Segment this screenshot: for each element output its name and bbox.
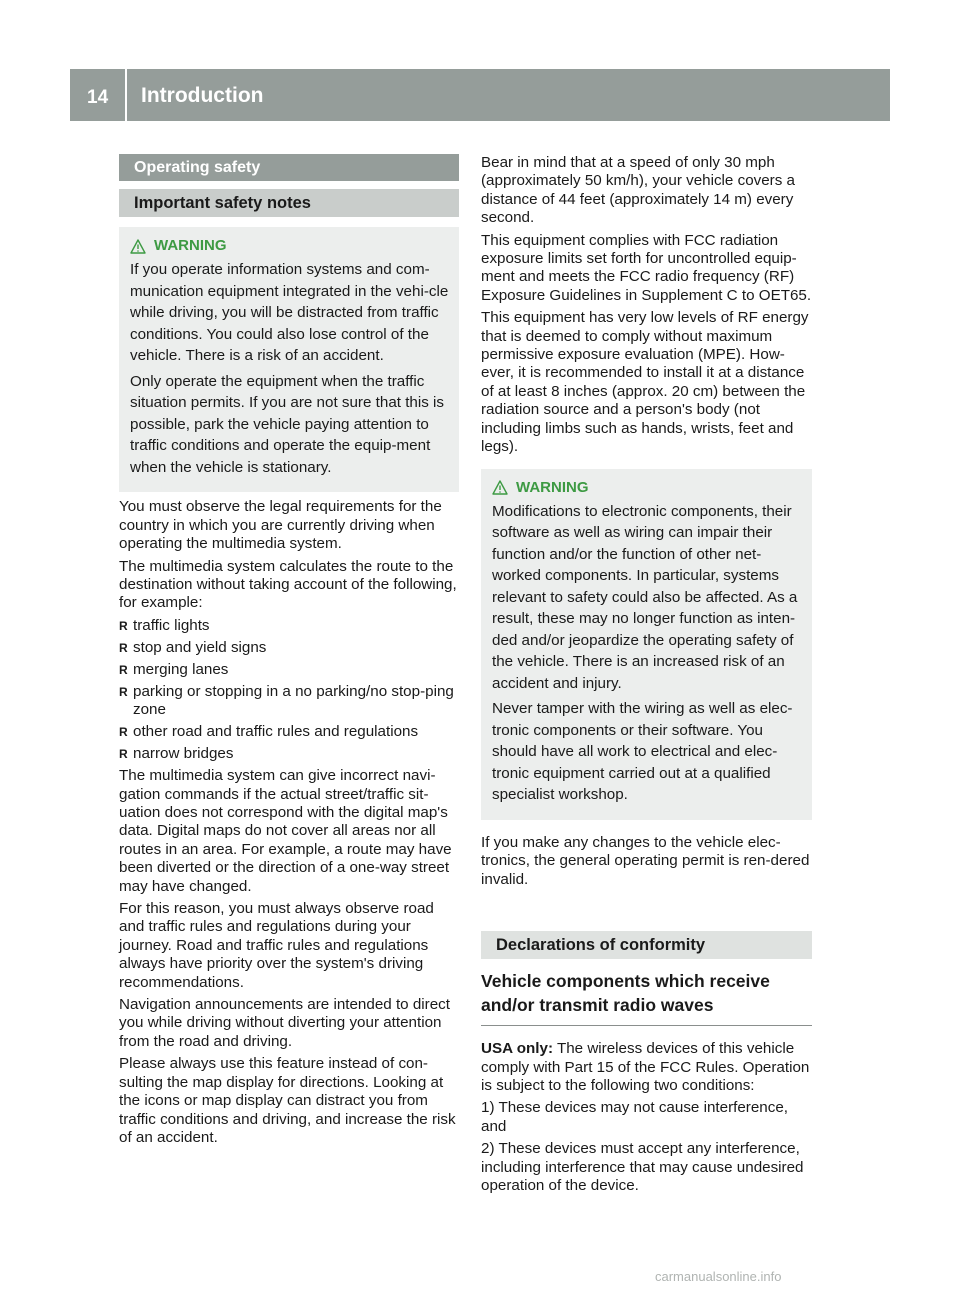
paragraph-usa (481, 1040, 812, 1095)
warning-triangle-icon (130, 239, 146, 254)
bullet-list (119, 617, 459, 763)
warning-text: Only operate the equipment when the traffic situation permits. If you are not sure that this is possible, park the vehicle paying attention to traffic conditions and operate the equip-ment when the vehicle is stationary. (130, 372, 445, 476)
bullet-glyph: R (119, 724, 128, 739)
warning-text: Modifications to electronic components, their software as well as wiring can impair their function and/or the function of other net-worked components. In particular, systems relevant to safety could also be affected. As a result, these may no longer function as inten-ded and/or jeopardize the operating safety of the vehicle. There is an increased risk of an accident and injury. (492, 502, 798, 692)
paragraph: The multimedia system can give incorrect navi-gation commands if the actual street/traffic sit-uation does not correspond with the digital map's data. Digital maps do not cover all areas nor all routes in an area. For example, a route may have been diverted or the direction of a one-way street may have changed. (119, 767, 452, 895)
warning-triangle-icon (492, 480, 508, 495)
page-number: 14 (87, 87, 109, 108)
section-heading-conformity: Declarations of conformity (481, 931, 812, 959)
paragraph: For this reason, you must always observe road and traffic rules and regulations during your journey. Road and traffic rules and regulations always have priority over the system's driving recommendations. (119, 900, 434, 991)
list-item: R merging lanes (119, 660, 229, 678)
list-item: R narrow bridges (119, 744, 234, 762)
bullet-glyph: R (119, 746, 128, 761)
heading-radio-components: Vehicle components which receive and/or transmit radio waves (481, 969, 812, 1026)
bullet-glyph: R (119, 640, 128, 655)
warning-label: WARNING (154, 237, 227, 254)
paragraph: This equipment has very low levels of RF energy that is deemed to comply without maximum permissive exposure evaluation (MPE). How-ever, it is recommended to install it at a distance of at least 8 inches (approx. 20 cm) between the radiation source and a person's body (not including limbs such as hands, wrists, feet and legs). (481, 309, 809, 456)
warning-label: WARNING (516, 478, 589, 496)
section-heading-operating-safety: Operating safety (119, 154, 459, 181)
paragraph: Navigation announcements are intended to direct you while driving without diverting your attention from the road and driving. (119, 996, 450, 1050)
warning-text: Never tamper with the wiring as well as elec-tronic components or their software. You should have all work to electrical and elec-tronic equipment carried out at a qualified specialist workshop. (492, 700, 793, 804)
right-column (481, 154, 812, 1199)
list-item: R traffic lights (119, 616, 210, 634)
paragraph: Please always use this feature instead of con-sulting the map display for directions. Looking at the icons or map display can distract you from traffic conditions and driving, and increase the risk of an accident. (119, 1055, 456, 1146)
chapter-title: Introduction (141, 84, 264, 107)
paragraph: You must observe the legal requirements for the country in which you are currently driving when operating the multimedia system. (119, 498, 442, 553)
warning-title (492, 479, 802, 497)
list-item: R parking or stopping in a no parking/no stop-ping zone (119, 682, 454, 718)
bullet-glyph: R (119, 618, 128, 633)
usa-label: USA only: (481, 1040, 553, 1058)
paragraph: If you make any changes to the vehicle elec-tronics, the general operating permit is ren-dered invalid. (481, 833, 810, 888)
paragraph: 2) These devices must accept any interference, including interference that may cause undesired operation of the device. (481, 1140, 804, 1194)
bullet-glyph: R (119, 662, 128, 677)
usa-text: The wireless devices of this vehicle comply with Part 15 of the FCC Rules. Operation is subject to the following two conditions: (481, 1040, 810, 1094)
left-column (119, 154, 459, 1151)
paragraph: The multimedia system calculates the route to the destination without taking account of the following, for example: (119, 557, 457, 612)
watermark: carmanualsonline.info (655, 1269, 782, 1284)
subsection-heading-safety-notes: Important safety notes (119, 189, 459, 217)
bullet-glyph: R (119, 684, 128, 699)
paragraph: 1) These devices may not cause interference, and (481, 1099, 789, 1135)
warning-text: If you operate information systems and com-munication equipment integrated in the vehi-cle while driving, you will be distracted from traffic conditions. You could also lose control of the vehicle. There is a risk of an accident. (130, 261, 449, 365)
warning-box-2 (481, 469, 812, 820)
paragraph: This equipment complies with FCC radiation exposure limits set forth for uncontrolled equip-ment and meets the FCC radio frequency (RF) Exposure Guidelines in Supplement C to OET65. (481, 231, 812, 304)
list-item: R stop and yield signs (119, 638, 267, 656)
warning-title (130, 237, 449, 255)
header-divider (125, 69, 127, 121)
warning-box-1 (119, 227, 459, 492)
paragraph: Bear in mind that at a speed of only 30 mph (approximately 50 km/h), your vehicle covers a distance of 44 feet (approximately 14 m) every second. (481, 154, 795, 227)
list-item: R other road and traffic rules and regulations (119, 722, 419, 740)
